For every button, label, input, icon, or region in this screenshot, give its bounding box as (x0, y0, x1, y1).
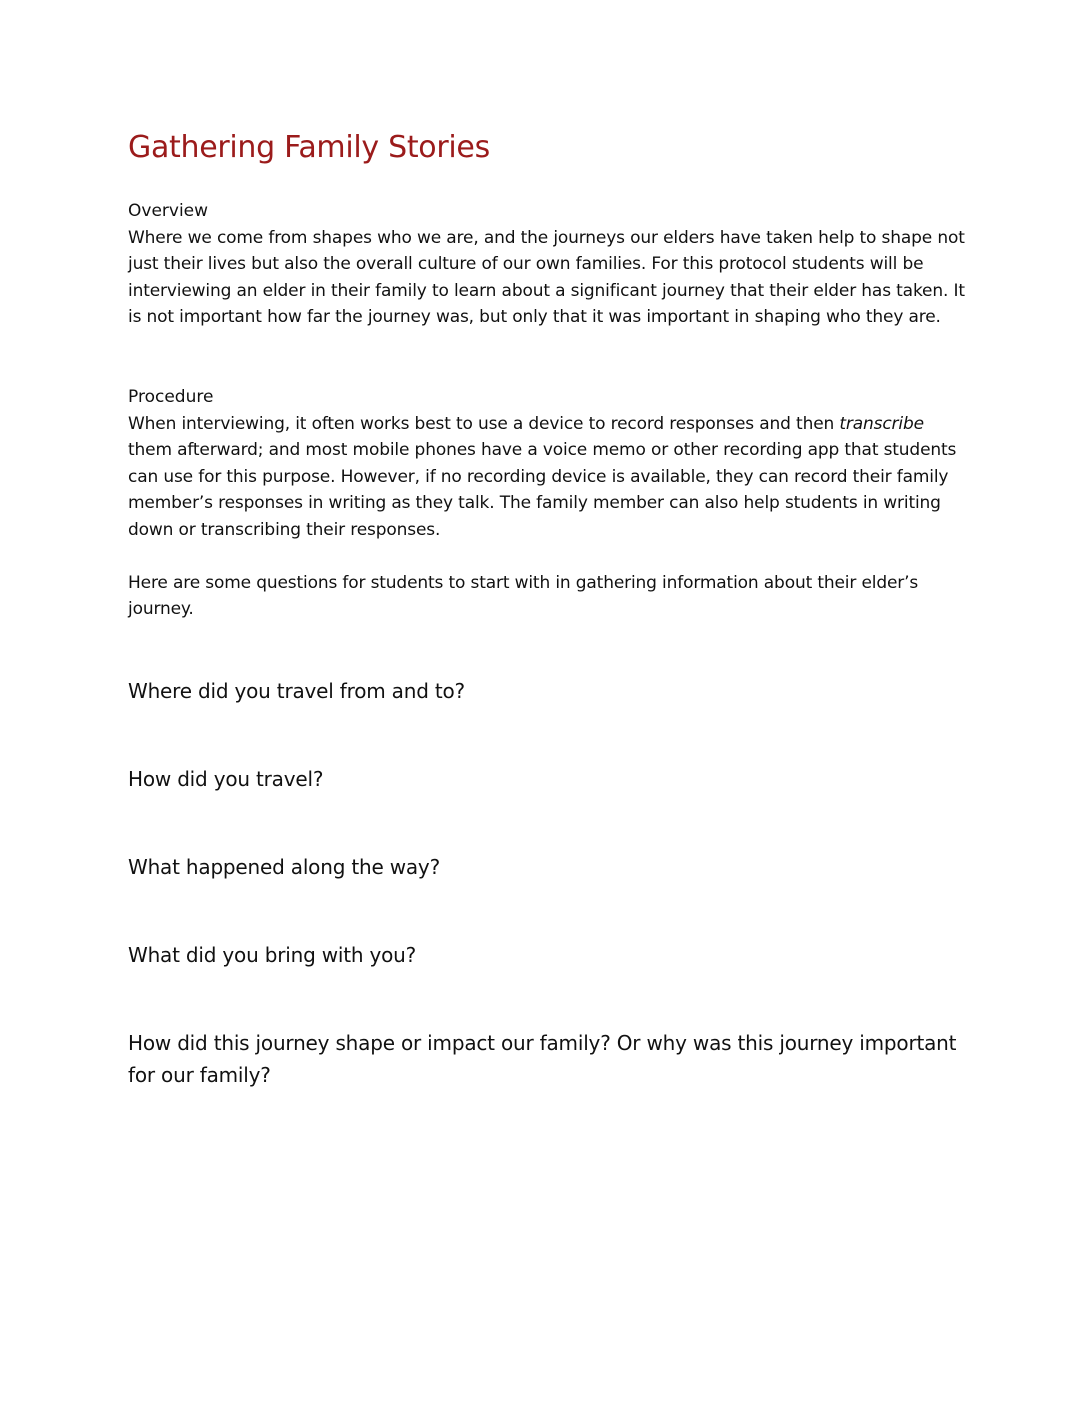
questions-intro-paragraph: Here are some questions for students to start with in gathering information about their elder’s journey. (128, 572, 919, 620)
question-item: How did this journey shape or impact our family? Or why was this journey important for our family? (128, 1030, 957, 1087)
overview-section (128, 198, 968, 331)
question-item: How did you travel? (128, 766, 324, 791)
question-list (128, 675, 968, 1091)
overview-heading: Overview (128, 201, 209, 221)
procedure-italic-word: transcribe (839, 413, 924, 434)
questions-intro-section (128, 570, 968, 623)
document-title: Gathering Family Stories (128, 130, 490, 165)
question-item: What did you bring with you? (128, 942, 417, 967)
procedure-paragraph (128, 411, 968, 544)
procedure-text-end: them afterward; and most mobile phones have a voice memo or other recording app that students can use for this purpose. However, if no recording device is available, they can record their family member’s responses in writing as they talk. The family member can also help students in writing down or transcribing their responses. (128, 440, 957, 540)
procedure-section (128, 384, 968, 544)
procedure-heading: Procedure (128, 386, 214, 407)
question-item: Where did you travel from and to? (128, 678, 465, 703)
procedure-text-start: When interviewing, it often works best to use a device to record responses and then (128, 413, 840, 434)
overview-paragraph: Where we come from shapes who we are, and the journeys our elders have taken help to shape not just their lives but also the overall culture of our own families. For this protocol students will be interviewing an elder in their family to learn about a significant journey that their elder has taken. It is not important how far the journey was, but only that it was important in shaping who they are. (128, 227, 965, 328)
document-page (128, 126, 968, 1091)
question-item: What happened along the way? (128, 854, 440, 879)
